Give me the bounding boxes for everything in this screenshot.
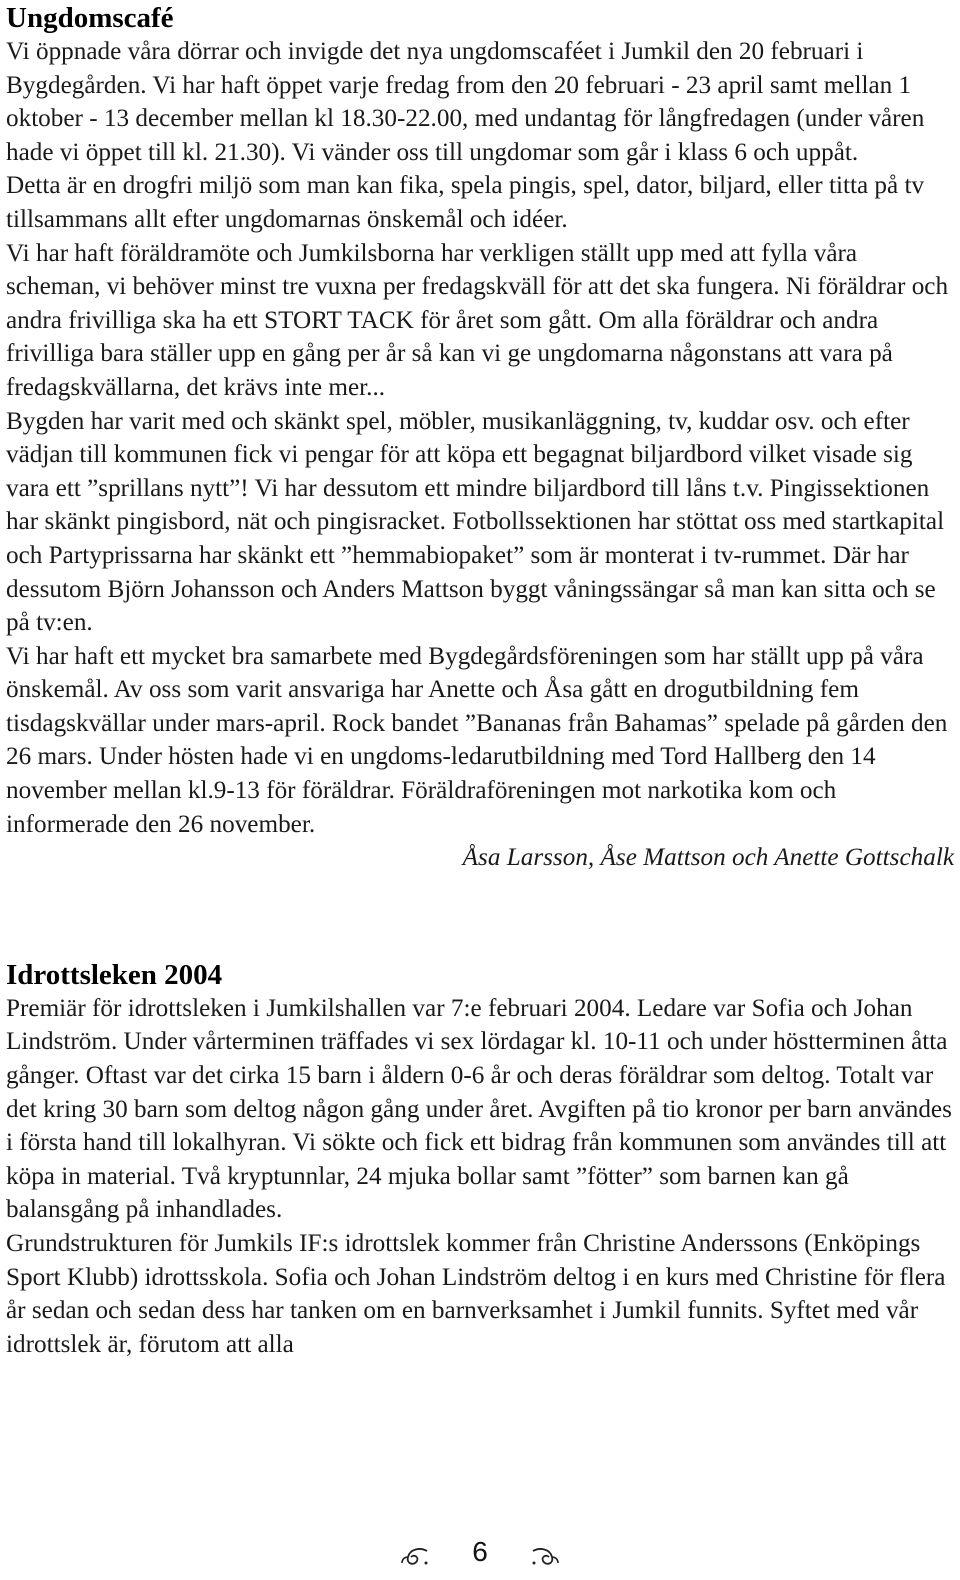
section-body (6, 992, 954, 1362)
section-ungdomscafe (6, 1, 954, 875)
paragraph: Vi öppnade våra dörrar och invigde det nya ungdomscaféet i Jumkil den 20 februari i Bygdegården. Vi har haft öppet varje fredag from den 20 februari - 23 april samt mellan 1 oktober - 13 december mellan kl 18.30-22.00, med undantag för långfredagen (under våren hade vi öppet till kl. 21.30). Vi vänder oss till ungdomar som går i klass 6 och uppåt. (6, 38, 925, 166)
fleuron-right-icon (530, 1540, 560, 1564)
page-number: 6 (472, 1535, 488, 1567)
paragraph: Premiär för idrottsleken i Jumkilshallen var 7:e februari 2004. Ledare var Sofia och Johan Lindström. Under vårterminen träffades vi sex lördagar kl. 10-11 och under höstterminen åtta gånger. Oftast var det cirka 15 barn i åldern 0-6 år och deras föräldrar som deltog. Totalt var det kring 30 barn som deltog någon gång under året. Avgiften på tio kronor per barn användes i första hand till lokalhyran. Vi sökte och fick ett bidrag från kommunen som användes till att köpa in material. Två kryptunnlar, 24 mjuka bollar samt ”fötter” som barnen kan gå balansgång på inhandlades. (6, 994, 952, 1224)
paragraph: Vi har haft ett mycket bra samarbete med Bygdegårdsföreningen som har ställt upp på våra önskemål. Av oss som varit ansvariga har Anette och Åsa gått en drogutbildning fem tisdagskvällar under mars-april. Rock bandet ”Bananas från Bahamas” spelade på gården den 26 mars. Under hösten hade vi en ungdoms-ledarutbildning med Tord Hallberg den 14 november mellan kl.9-13 för föräldrar. Föräldraföreningen mot narkotika kom och informerade den 26 november. (6, 642, 948, 838)
paragraph: Vi har haft föräldramöte och Jumkilsborna har verkligen ställt upp med att fylla våra scheman, vi behöver minst tre vuxna per fredagskväll för att det ska fungera. Ni föräldrar och andra frivilliga ska ha ett STORT TACK för året som gått. Om alla föräldrar och andra frivilliga bara ställer upp en gång per år så kan vi ge ungdomarna någonstans att vara på fredagskvällarna, det krävs inte mer... (6, 239, 949, 401)
section-title: Idrottsleken 2004 (6, 958, 223, 991)
document-page (6, 0, 954, 1361)
paragraph: Detta är en drogfri miljö som man kan fika, spela pingis, spel, dator, biljard, eller titta på tv tillsammans allt efter ungdomarnas önskemål och idéer. (6, 172, 925, 233)
section-title: Ungdomscafé (6, 2, 174, 34)
section-body (6, 35, 954, 841)
fleuron-left-icon (400, 1540, 430, 1564)
paragraph: Grundstrukturen för Jumkils IF:s idrottslek kommer från Christine Anderssons (Enköpings Sport Klubb) idrottsskola. Sofia och Johan Lindström deltog i en kurs med Christine för flera år sedan och sedan dess har tanken om en barnverksamhet i Jumkil funnits. Syftet med vår idrottslek är, förutom att alla (6, 1230, 946, 1358)
page-footer (0, 1530, 960, 1570)
section-idrottsleken (6, 958, 954, 1362)
author-signature: Åsa Larsson, Åse Mattson och Anette Gottschalk (462, 844, 954, 872)
paragraph: Bygden har varit med och skänkt spel, möbler, musikanläggning, tv, kuddar osv. och efter vädjan till kommunen fick vi pengar för att köpa ett begagnat biljardbord vilket visade sig vara ett ”sprillans nytt”! Vi har dessutom ett mindre biljardbord till låns t.v. Pingissektionen har skänkt pingisbord, nät och pingisracket. Fotbollssektionen har stöttat oss med startkapital och Partyprissarna har skänkt ett ”hemmabiopaket” som är monterat i tv-rummet. Där har dessutom Björn Johansson och Anders Mattson byggt våningssängar så man kan sitta och se på tv:en. (6, 407, 945, 637)
